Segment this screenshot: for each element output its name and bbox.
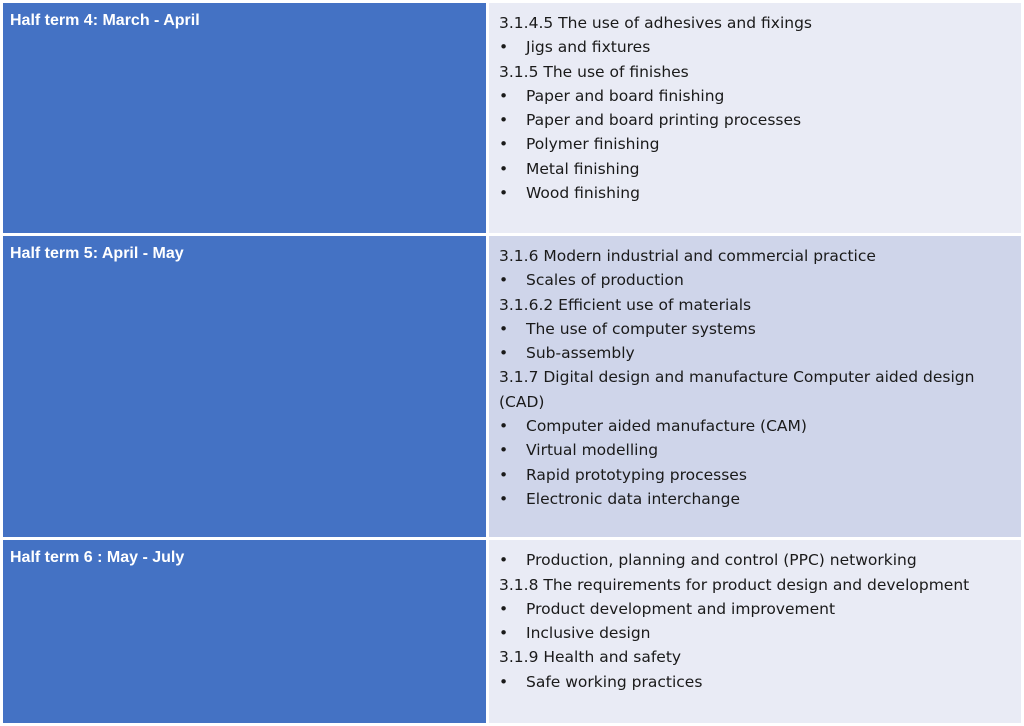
bullet-icon: •	[499, 135, 509, 154]
topic-bullet-text: Virtual modelling	[526, 441, 659, 460]
topic-bullet-item	[499, 157, 1003, 181]
term-label: Half term 6 : May - July	[10, 549, 185, 567]
bullet-icon: •	[499, 417, 509, 436]
topic-heading: 3.1.9 Health and safety	[499, 648, 682, 667]
topic-bullet-text: Metal finishing	[526, 159, 640, 178]
term-row-4	[3, 3, 1021, 233]
topic-bullet-text: Computer aided manufacture (CAM)	[526, 417, 807, 436]
topic-heading: 3.1.6.2 Efficient use of materials	[499, 295, 752, 314]
content-cell	[489, 3, 1021, 233]
topic-heading: 3.1.5 The use of finishes	[499, 62, 689, 81]
content-cell	[489, 540, 1021, 723]
topic-bullet-text: Production, planning and control (PPC) networking	[526, 551, 917, 570]
topic-bullet-item	[499, 487, 1003, 511]
topic-bullet-item	[499, 84, 1003, 108]
topic-heading: 3.1.8 The requirements for product design and development	[499, 575, 970, 594]
bullet-icon: •	[499, 551, 509, 570]
bullet-icon: •	[499, 271, 509, 290]
topic-bullet-text: Scales of production	[526, 271, 684, 290]
topic-bullet-item	[499, 317, 1003, 341]
bullet-icon: •	[499, 319, 509, 338]
bullet-icon: •	[499, 441, 509, 460]
topic-bullet-text: Jigs and fixtures	[526, 38, 651, 57]
bullet-icon: •	[499, 465, 509, 484]
topic-bullet-item	[499, 35, 1003, 59]
bullet-icon: •	[499, 672, 509, 691]
topic-bullet-text: Rapid prototyping processes	[526, 465, 747, 484]
bullet-icon: •	[499, 599, 509, 618]
topic-bullet-text: Polymer finishing	[526, 135, 660, 154]
topic-bullet-item	[499, 132, 1003, 156]
topic-bullet-text: Paper and board finishing	[526, 86, 725, 105]
topic-bullet-item	[499, 181, 1003, 205]
topic-heading: 3.1.7 Digital design and manufacture Computer aided design (CAD)	[499, 368, 975, 411]
bullet-icon: •	[499, 184, 509, 203]
term-cell	[3, 236, 486, 537]
topic-bullet-item	[499, 438, 1003, 462]
topic-bullet-item	[499, 597, 1003, 621]
topic-heading: 3.1.6 Modern industrial and commercial practice	[499, 246, 876, 265]
topic-bullet-item	[499, 414, 1003, 438]
topic-bullet-item	[499, 670, 1003, 694]
topic-bullet-text: The use of computer systems	[526, 319, 756, 338]
topic-list	[489, 236, 1021, 511]
topic-list	[489, 540, 1021, 694]
topic-bullet-text: Inclusive design	[526, 624, 651, 643]
bullet-icon: •	[499, 86, 509, 105]
bullet-icon: •	[499, 624, 509, 643]
topic-bullet-item	[499, 548, 1003, 572]
topic-list	[489, 3, 1021, 205]
term-row-6	[3, 540, 1021, 723]
topic-bullet-text: Safe working practices	[526, 672, 703, 691]
bullet-icon: •	[499, 38, 509, 57]
bullet-icon: •	[499, 159, 509, 178]
bullet-icon: •	[499, 111, 509, 130]
topic-bullet-item	[499, 463, 1003, 487]
topic-bullet-item	[499, 108, 1003, 132]
term-row-5	[3, 236, 1021, 537]
topic-bullet-item	[499, 341, 1003, 365]
topic-bullet-text: Paper and board printing processes	[526, 111, 802, 130]
topic-bullet-item	[499, 268, 1003, 292]
topic-bullet-text: Product development and improvement	[526, 599, 836, 618]
topic-bullet-item	[499, 621, 1003, 645]
bullet-icon: •	[499, 344, 509, 363]
term-label: Half term 4: March - April	[10, 12, 200, 29]
bullet-icon: •	[499, 489, 509, 508]
topic-bullet-text: Sub-assembly	[526, 344, 635, 363]
topic-bullet-text: Electronic data interchange	[526, 489, 740, 508]
topic-bullet-text: Wood finishing	[526, 184, 640, 203]
content-cell	[489, 236, 1021, 537]
term-cell	[3, 540, 486, 723]
term-cell	[3, 3, 486, 233]
topic-heading: 3.1.4.5 The use of adhesives and fixings	[499, 14, 812, 32]
term-label: Half term 5: April - May	[10, 244, 184, 262]
